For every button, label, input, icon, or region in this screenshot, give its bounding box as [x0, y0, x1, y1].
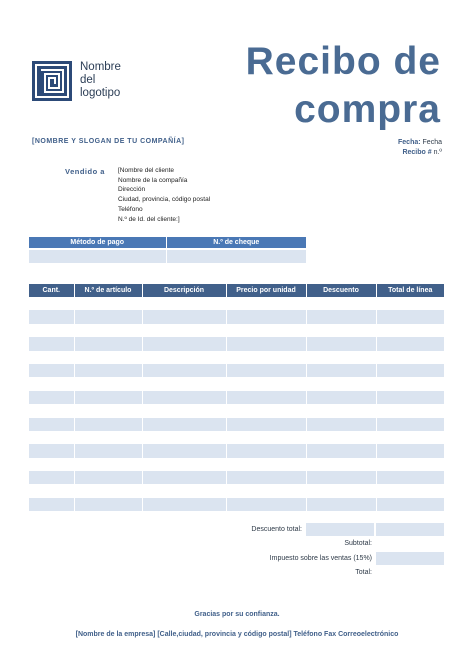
table-cell[interactable]: [376, 418, 444, 431]
table-cell[interactable]: [74, 471, 142, 484]
discount-total-cells[interactable]: [306, 523, 444, 536]
table-cell[interactable]: [306, 458, 376, 471]
receipt-meta: [398, 138, 442, 158]
table-row: [29, 377, 444, 390]
table-cell[interactable]: [306, 324, 376, 337]
receipt-number-label: Recibo #: [402, 149, 434, 156]
table-cell[interactable]: [226, 431, 306, 444]
table-cell[interactable]: [376, 391, 444, 404]
table-cell[interactable]: [306, 431, 376, 444]
table-cell[interactable]: [74, 364, 142, 377]
table-cell[interactable]: [74, 458, 142, 471]
table-row: [29, 310, 444, 323]
table-cell[interactable]: [142, 324, 226, 337]
col-discount: Descuento: [306, 284, 376, 297]
table-cell[interactable]: [226, 297, 306, 310]
totals-block: [214, 522, 444, 580]
table-cell[interactable]: [226, 391, 306, 404]
customer-name: [Nombre del cliente: [118, 167, 174, 174]
table-cell[interactable]: [226, 484, 306, 497]
table-cell[interactable]: [306, 444, 376, 457]
table-cell[interactable]: [74, 498, 142, 511]
table-cell[interactable]: [74, 337, 142, 350]
col-unit-price: Precio por unidad: [226, 284, 306, 297]
title-line-2: compra: [294, 88, 441, 131]
table-cell[interactable]: [226, 458, 306, 471]
table-cell[interactable]: [74, 297, 142, 310]
thank-you-message: Gracias por su confianza.: [194, 611, 280, 618]
col-item-number: N.º de artículo: [74, 284, 142, 297]
table-row: [29, 297, 444, 310]
tax-label: Impuesto sobre las ventas (15%): [269, 554, 372, 562]
table-cell[interactable]: [142, 310, 226, 323]
table-cell[interactable]: [376, 444, 444, 457]
table-cell[interactable]: [376, 484, 444, 497]
table-cell[interactable]: [142, 498, 226, 511]
page-title: [246, 38, 441, 134]
table-cell[interactable]: [376, 337, 444, 350]
table-cell[interactable]: [306, 337, 376, 350]
table-cell[interactable]: [142, 297, 226, 310]
customer-id: N.º de Id. del cliente:]: [118, 215, 180, 223]
table-row: [29, 391, 444, 404]
table-cell[interactable]: [29, 391, 74, 404]
table-cell[interactable]: [306, 310, 376, 323]
table-cell[interactable]: [142, 364, 226, 377]
table-cell[interactable]: [376, 404, 444, 417]
table-cell[interactable]: [74, 377, 142, 390]
table-cell[interactable]: [306, 391, 376, 404]
check-number-cell[interactable]: [166, 249, 306, 263]
table-cell[interactable]: [29, 418, 74, 431]
table-cell[interactable]: [74, 391, 142, 404]
table-cell[interactable]: [226, 444, 306, 457]
discount-total-label: Descuento total:: [251, 525, 302, 533]
table-cell[interactable]: [376, 377, 444, 390]
company-name: Nombre de la compañía: [118, 176, 188, 184]
table-cell[interactable]: [142, 351, 226, 364]
table-cell[interactable]: [74, 418, 142, 431]
table-cell[interactable]: [376, 351, 444, 364]
table-row: [29, 498, 444, 511]
table-cell[interactable]: [306, 498, 376, 511]
table-cell[interactable]: [74, 431, 142, 444]
table-row: [29, 337, 444, 350]
table-cell[interactable]: [376, 364, 444, 377]
table-cell[interactable]: [142, 471, 226, 484]
table-cell[interactable]: [226, 404, 306, 417]
table-cell[interactable]: [29, 444, 74, 457]
table-cell[interactable]: [29, 337, 74, 350]
table-cell[interactable]: [142, 418, 226, 431]
table-cell[interactable]: [142, 431, 226, 444]
table-cell[interactable]: [226, 364, 306, 377]
logo-text: [80, 61, 150, 100]
table-cell[interactable]: [142, 458, 226, 471]
table-cell[interactable]: [376, 297, 444, 310]
table-row: [29, 444, 444, 457]
table-cell[interactable]: [142, 484, 226, 497]
city-state-zip: Ciudad, provincia, código postal: [118, 196, 211, 204]
table-row: [29, 418, 444, 431]
table-cell[interactable]: [74, 351, 142, 364]
date-label: Fecha:: [398, 139, 421, 146]
subtotal-cell[interactable]: [376, 537, 444, 550]
col-line-total: Total de línea: [376, 284, 444, 297]
table-cell[interactable]: [376, 498, 444, 511]
company-slogan[interactable]: [NOMBRE Y SLOGAN DE TU COMPAÑÍA]: [32, 138, 185, 145]
table-cell[interactable]: [226, 498, 306, 511]
table-cell[interactable]: [29, 471, 74, 484]
table-cell[interactable]: [226, 337, 306, 350]
table-cell[interactable]: [142, 404, 226, 417]
table-row: [29, 431, 444, 444]
table-cell[interactable]: [29, 351, 74, 364]
logo-line-1: Nombre: [80, 61, 121, 73]
col-description: Descripción: [142, 284, 226, 297]
table-cell[interactable]: [29, 297, 74, 310]
title-line-1: Recibo de: [245, 40, 441, 83]
table-cell[interactable]: [29, 364, 74, 377]
receipt-number-value[interactable]: n.º: [433, 149, 442, 156]
table-cell[interactable]: [226, 418, 306, 431]
table-cell[interactable]: [74, 310, 142, 323]
date-value[interactable]: Fecha: [422, 139, 442, 146]
payment-method-cell[interactable]: [29, 249, 166, 263]
company-footer[interactable]: [Nombre de la empresa] [Calle,ciudad, provincia y código postal] Teléfono Fax Correoelectrónico: [75, 631, 399, 638]
table-cell[interactable]: [74, 484, 142, 497]
table-cell[interactable]: [29, 377, 74, 390]
payment-method-header: Método de pago: [29, 237, 166, 249]
table-cell[interactable]: [142, 337, 226, 350]
sold-to-label: Vendido a: [65, 167, 105, 176]
table-cell[interactable]: [74, 444, 142, 457]
table-cell[interactable]: [29, 458, 74, 471]
logo-icon: [32, 61, 72, 101]
table-cell[interactable]: [142, 377, 226, 390]
table-row: [29, 364, 444, 377]
table-cell[interactable]: [306, 351, 376, 364]
col-qty: Cant.: [29, 284, 74, 297]
table-row: [29, 351, 444, 364]
phone: Teléfono: [118, 205, 143, 213]
table-cell[interactable]: [226, 324, 306, 337]
check-number-header: N.º de cheque: [166, 237, 306, 249]
table-cell[interactable]: [226, 351, 306, 364]
table-row: [29, 484, 444, 497]
table-cell[interactable]: [226, 377, 306, 390]
table-cell[interactable]: [74, 324, 142, 337]
table-cell[interactable]: [306, 471, 376, 484]
payment-table: [29, 237, 306, 263]
table-row: [29, 471, 444, 484]
table-cell[interactable]: [376, 324, 444, 337]
subtotal-label: Subtotal:: [344, 540, 372, 548]
table-cell[interactable]: [306, 404, 376, 417]
total-cell[interactable]: [376, 566, 444, 579]
total-label: Total:: [355, 569, 372, 577]
table-cell[interactable]: [74, 404, 142, 417]
sold-to-details[interactable]: [118, 166, 210, 224]
logo-line-3: logotipo: [80, 87, 121, 99]
table-row: [29, 458, 444, 471]
address: Dirección: [118, 186, 146, 194]
table-cell[interactable]: [376, 458, 444, 471]
table-cell[interactable]: [306, 484, 376, 497]
table-row: [29, 324, 444, 337]
table-cell[interactable]: [226, 310, 306, 323]
table-cell[interactable]: [29, 404, 74, 417]
table-cell[interactable]: [226, 471, 306, 484]
table-cell[interactable]: [142, 391, 226, 404]
tax-cell[interactable]: [376, 552, 444, 565]
table-cell[interactable]: [306, 418, 376, 431]
table-cell[interactable]: [376, 471, 444, 484]
table-cell[interactable]: [306, 377, 376, 390]
table-cell[interactable]: [142, 444, 226, 457]
table-cell[interactable]: [29, 310, 74, 323]
table-cell[interactable]: [29, 498, 74, 511]
table-cell[interactable]: [29, 484, 74, 497]
table-cell[interactable]: [29, 324, 74, 337]
table-cell[interactable]: [376, 431, 444, 444]
table-cell[interactable]: [29, 431, 74, 444]
items-table: [29, 284, 444, 511]
table-cell[interactable]: [306, 364, 376, 377]
table-cell[interactable]: [306, 297, 376, 310]
table-row: [29, 404, 444, 417]
table-cell[interactable]: [376, 310, 444, 323]
logo-line-2: del: [80, 74, 96, 86]
